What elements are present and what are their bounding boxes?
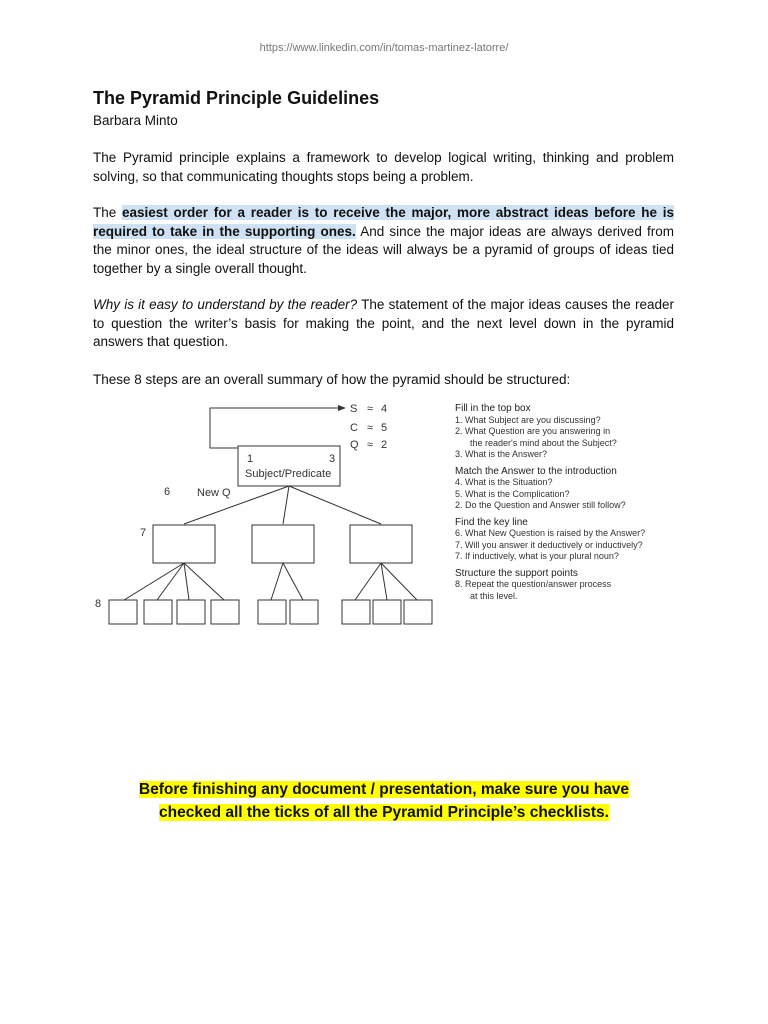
checklist-item: 2. Do the Question and Answer still follow? <box>455 500 626 510</box>
level7-box <box>252 525 314 563</box>
why-answer: The statement of the major ideas causes the reader to question the writer’s basis for making the point, and the next level down in the pyramid answers that question. <box>93 297 674 349</box>
level8-box <box>290 600 318 624</box>
source-url: https://www.linkedin.com/in/tomas-martinez-latorre/ <box>259 42 509 54</box>
level8-box <box>373 600 401 624</box>
c-label: C <box>350 422 358 434</box>
c-num: 5 <box>381 422 388 434</box>
level8-box <box>144 600 172 624</box>
level8-box <box>177 600 205 624</box>
reader-order-paragraph <box>93 204 674 278</box>
checklist-heading: Find the key line <box>455 516 528 528</box>
level6-num: 6 <box>164 486 171 498</box>
s-approx: ≈ <box>367 403 374 415</box>
arrow-head-icon <box>338 405 346 411</box>
intro-paragraph: The Pyramid principle explains a framework to develop logical writing, thinking and problem solving, so that communicating thoughts stops being a problem. <box>93 150 674 184</box>
top-box <box>238 446 340 486</box>
p2-lead: The <box>93 205 122 220</box>
q-approx: ≈ <box>367 439 374 451</box>
checklist-item: the reader's mind about the Subject? <box>455 437 617 448</box>
box-text: Subject/Predicate <box>245 468 332 480</box>
checklist-section <box>455 517 695 563</box>
checklist-section <box>455 466 695 512</box>
box-num-right: 3 <box>329 453 336 465</box>
p2-rest: And since the major ideas are always derived from the minor ones, the ideal structure of the ideas will always be a pyramid of groups of ideas tied together by a single overall thought. <box>93 223 674 276</box>
checklist-item: at this level. <box>455 590 518 601</box>
footer-line-1: Before finishing any document / presentation, make sure you have <box>138 781 630 798</box>
checklist-item: 2. What Question are you answering in <box>455 426 611 436</box>
checklist-item: 7. Will you answer it deductively or inductively? <box>455 539 643 550</box>
checklist-item: 7. If inductively, what is your plural noun? <box>455 551 619 561</box>
footer-note <box>0 778 768 824</box>
s-num: 4 <box>381 403 388 415</box>
level7-box <box>350 525 412 563</box>
footer-line-2: checked all the ticks of all the Pyramid Principle’s checklists. <box>159 804 609 821</box>
q-num: 2 <box>381 439 388 451</box>
why-question: Why is it easy to understand by the reader? <box>93 297 358 312</box>
s-label: S <box>350 403 358 415</box>
checklist-section <box>455 403 695 461</box>
checklist-item: 3. What is the Answer? <box>455 449 548 459</box>
highlighted-text: easiest order for a reader is to receive the major, more abstract ideas before he is required to take in the supporting ones. <box>93 205 674 239</box>
level7-box <box>153 525 215 563</box>
level8-box <box>211 600 239 624</box>
pyramid-checklist <box>455 403 695 607</box>
checklist-item: 1. What Subject are you discussing? <box>455 414 601 425</box>
c-approx: ≈ <box>367 422 374 434</box>
level7-num: 7 <box>140 527 147 539</box>
checklist-heading: Fill in the top box <box>455 403 531 414</box>
level8-box <box>109 600 137 624</box>
level8-box <box>342 600 370 624</box>
box-num-left: 1 <box>247 453 254 465</box>
checklist-item: 4. What is the Situation? <box>455 477 553 487</box>
checklist-item: 6. What New Question is raised by the Answer? <box>455 528 646 538</box>
q-label: Q <box>350 439 359 451</box>
page-title: The Pyramid Principle Guidelines <box>93 88 380 108</box>
steps-intro: These 8 steps are an overall summary of how the pyramid should be structured: <box>93 372 571 387</box>
level8-box <box>258 600 286 624</box>
author: Barbara Minto <box>93 113 178 128</box>
level6-text: New Q <box>197 487 231 499</box>
checklist-section <box>455 568 695 603</box>
feedback-line <box>210 408 338 448</box>
checklist-item: 5. What is the Complication? <box>455 488 570 499</box>
checklist-heading: Match the Answer to the introduction <box>455 465 617 477</box>
checklist-item: 8. Repeat the question/answer process <box>455 579 612 589</box>
checklist-heading: Structure the support points <box>455 567 578 579</box>
why-paragraph <box>93 296 674 352</box>
level8-num: 8 <box>95 598 102 610</box>
level8-box <box>404 600 432 624</box>
